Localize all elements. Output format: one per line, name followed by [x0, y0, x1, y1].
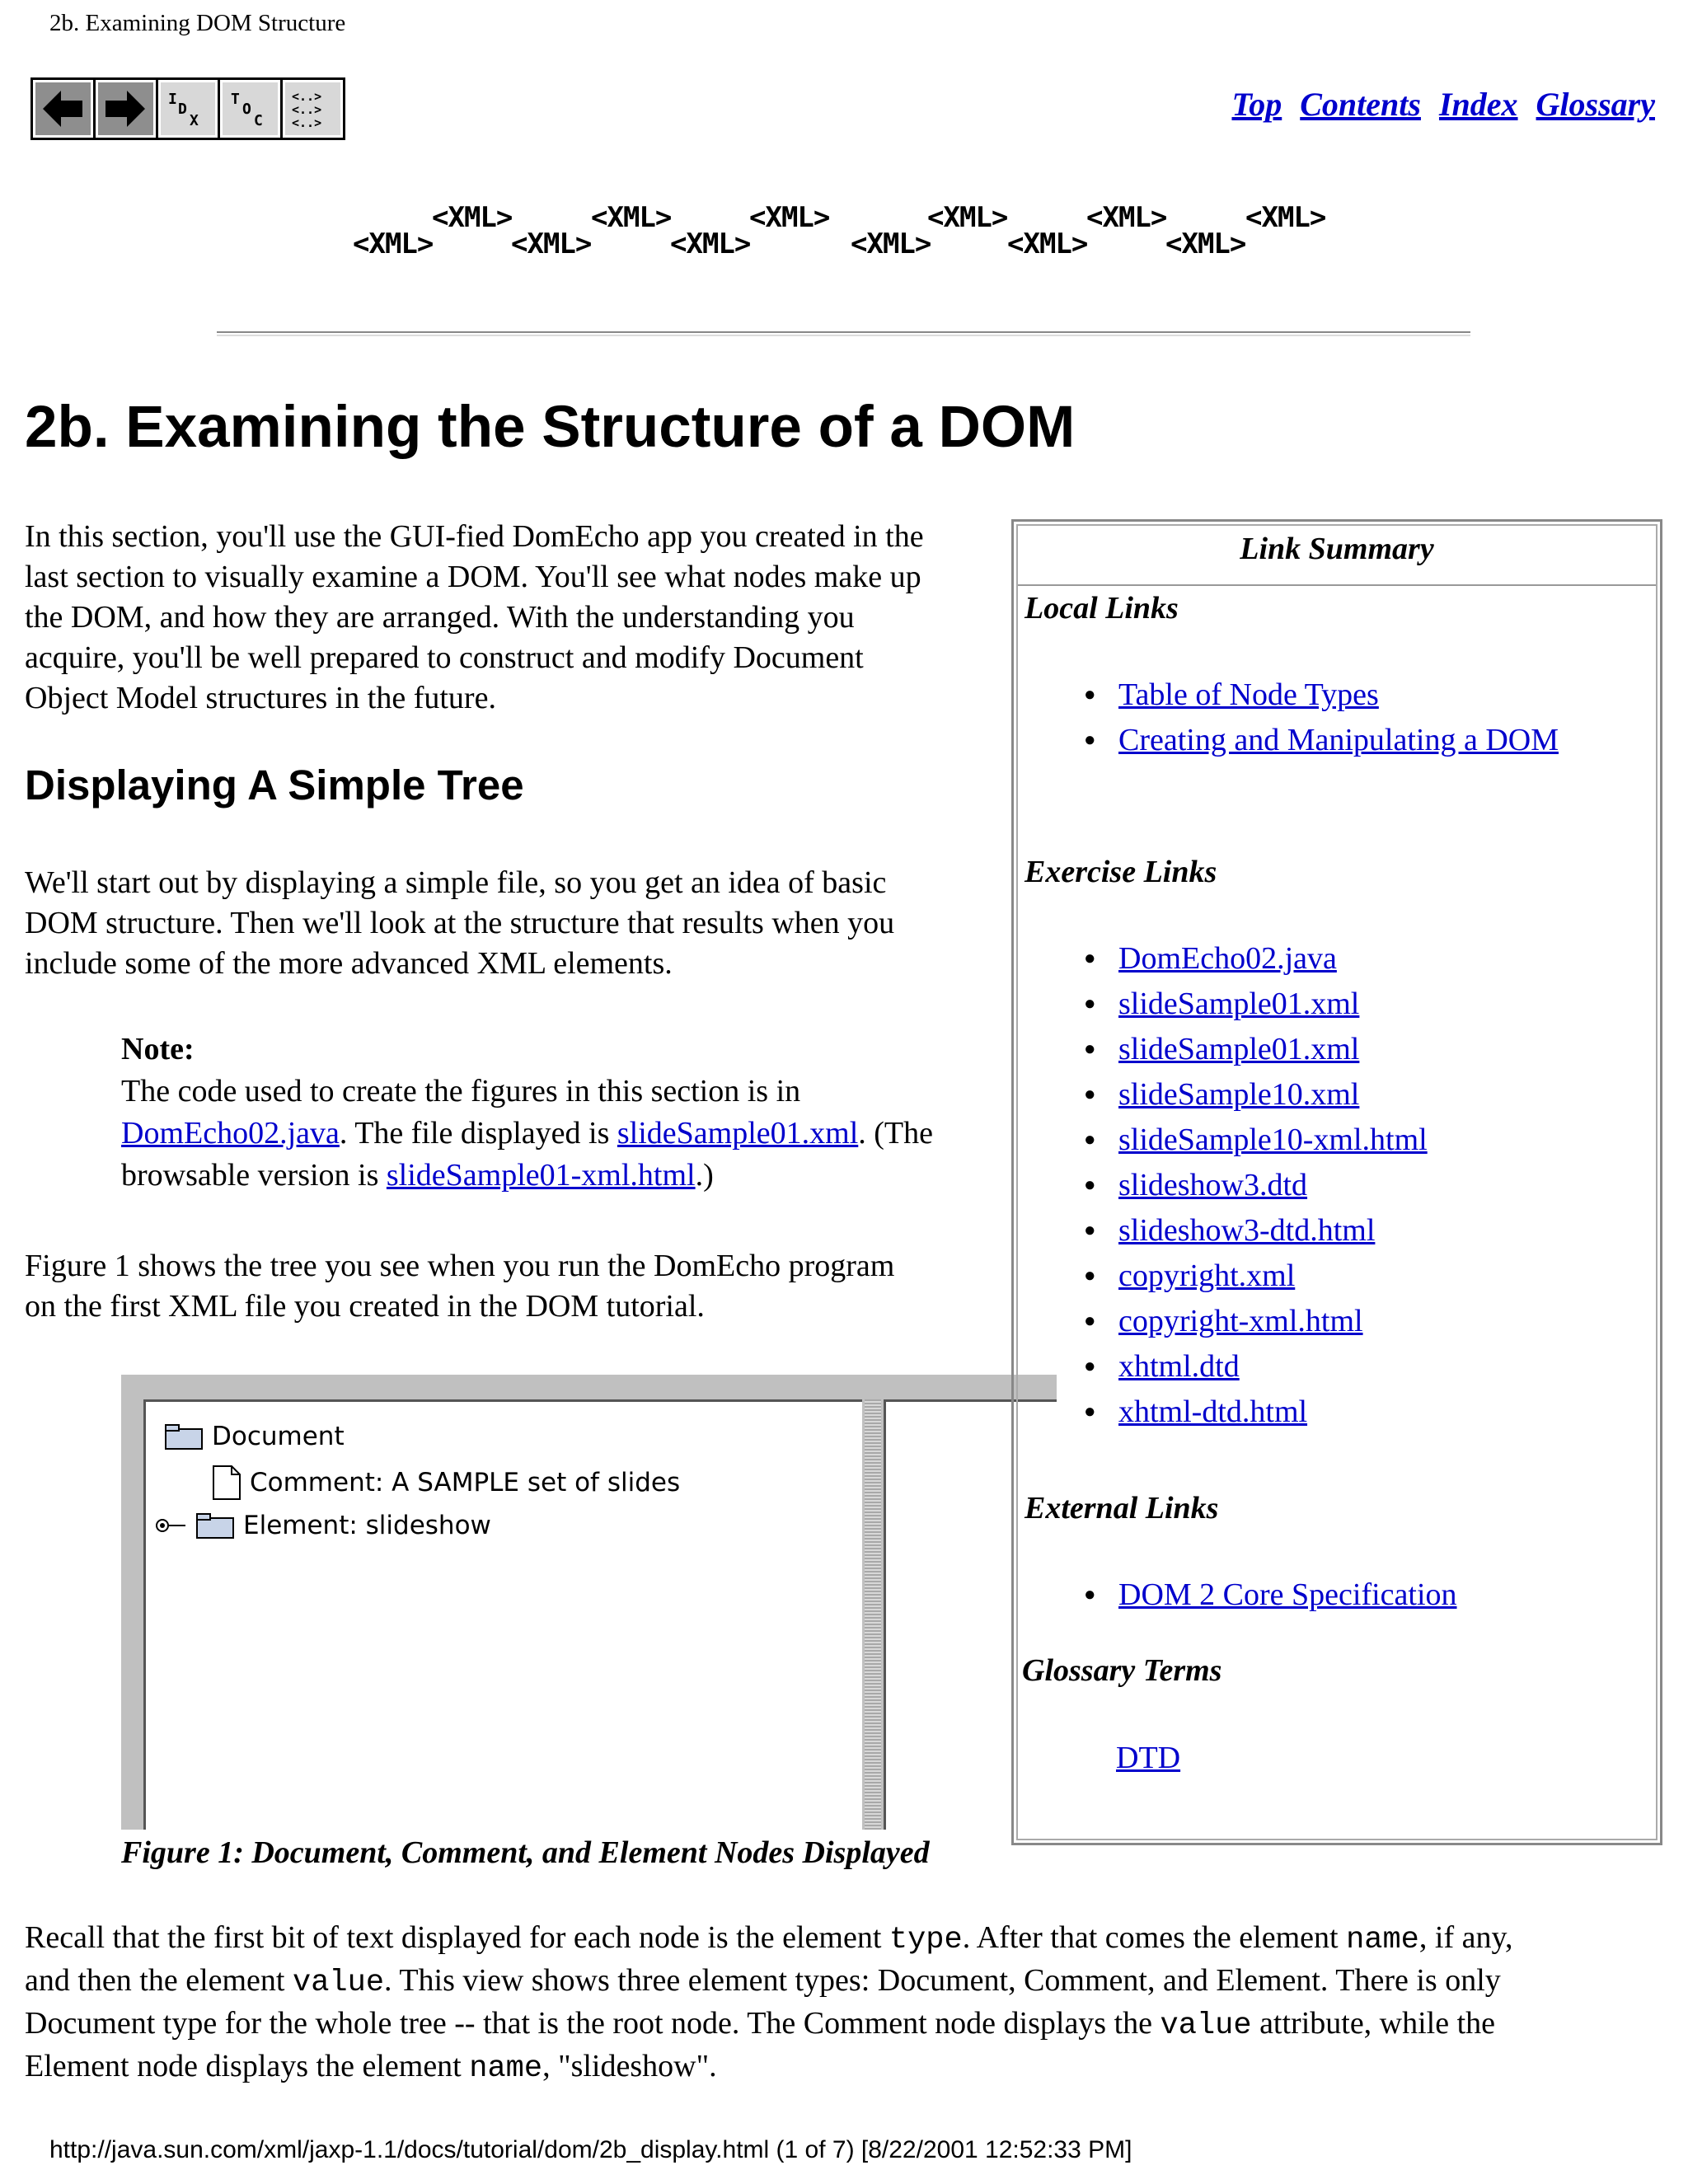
note-line: browsable version is slideSample01-xml.html.)	[121, 1158, 714, 1193]
list-item	[1018, 1208, 1428, 1254]
list-item	[1018, 1390, 1428, 1435]
banner-tag: <XML>	[353, 227, 434, 260]
figure-1-screenshot	[121, 1375, 1057, 1830]
banner-tag: <XML>	[511, 227, 592, 260]
recall-line: and then the element value. This view shows three element types: Document, Comment, and Element. There is only	[25, 1963, 1501, 2000]
banner-tag: <XML>	[591, 201, 672, 234]
local-link[interactable]: Creating and Manipulating a DOM	[1118, 723, 1559, 757]
page-title: 2b. Examining the Structure of a DOM	[25, 395, 1076, 460]
print-footer-url: http://java.sun.com/xml/jaxp-1.1/docs/tutorial/dom/2b_display.html (1 of 7) [8/22/2001 12:52:33 PM]	[49, 2136, 1132, 2163]
note-label: Note:	[121, 1032, 195, 1066]
svg-text:C: C	[253, 112, 263, 129]
glossary-link-dtd[interactable]: DTD	[1116, 1741, 1181, 1775]
split-pane-divider[interactable]	[865, 1399, 881, 1830]
list-item	[1018, 936, 1428, 982]
nav-button-bar	[30, 77, 345, 140]
recall-paragraph	[25, 1918, 1673, 2089]
simple-line: include some of the more advanced XML elements.	[25, 946, 673, 981]
svg-text:<..>: <..>	[291, 102, 321, 117]
code-button[interactable]	[283, 80, 343, 138]
tree-node-document[interactable]: Document	[164, 1422, 345, 1451]
index-button[interactable]	[158, 80, 218, 138]
link-summary-title: Link Summary	[1240, 532, 1434, 566]
banner-tag: <XML>	[1086, 201, 1167, 234]
svg-text:D: D	[177, 101, 187, 118]
external-links-heading: External Links	[1025, 1491, 1219, 1526]
contents-button[interactable]	[220, 80, 280, 138]
expand-handle-icon[interactable]	[154, 1517, 187, 1534]
list-item	[1018, 1118, 1428, 1163]
slidesample01-link[interactable]: slideSample01.xml	[617, 1116, 859, 1151]
local-links-heading: Local Links	[1025, 591, 1179, 626]
list-item	[1018, 718, 1559, 763]
banner-tag: <XML>	[1007, 227, 1088, 260]
intro-line: acquire, you'll be well prepared to construct and modify Document	[25, 640, 864, 675]
link-summary-box	[1011, 519, 1662, 1845]
list-item	[1018, 1344, 1428, 1390]
forward-arrow-icon	[102, 86, 148, 132]
note-line: The code used to create the figures in this section is in	[121, 1074, 801, 1108]
recall-line: Recall that the first bit of text displayed for each node is the element type. After that comes the element name, if any,	[25, 1920, 1513, 1957]
intro-line: Object Model structures in the future.	[25, 681, 496, 715]
local-links-list	[1018, 673, 1559, 763]
banner-tag: <XML>	[432, 201, 513, 234]
banner-tag: <XML>	[749, 201, 830, 234]
banner-tag: <XML>	[927, 201, 1008, 234]
index-icon	[163, 84, 213, 134]
list-item	[1018, 1072, 1428, 1118]
exercise-link[interactable]: slideSample10.xml	[1118, 1077, 1360, 1112]
horizontal-rule	[217, 331, 1470, 336]
simple-line: DOM structure. Then we'll look at the structure that results when you	[25, 906, 895, 940]
list-item	[1018, 1163, 1428, 1208]
slidesample01-html-link[interactable]: slideSample01-xml.html	[386, 1158, 696, 1193]
exercise-link[interactable]: xhtml-dtd.html	[1118, 1394, 1308, 1429]
external-link[interactable]: DOM 2 Core Specification	[1118, 1577, 1457, 1612]
svg-text:I: I	[167, 91, 177, 108]
recall-line: Element node displays the element name, "slideshow".	[25, 2049, 717, 2086]
note-block	[121, 1029, 995, 1197]
list-item	[1015, 1736, 1180, 1781]
exercise-links-heading: Exercise Links	[1025, 855, 1217, 889]
list-item	[1018, 673, 1559, 718]
exercise-link[interactable]: slideshow3-dtd.html	[1118, 1213, 1376, 1248]
back-arrow-icon	[40, 86, 86, 132]
svg-text:O: O	[241, 101, 251, 118]
top-links	[1221, 85, 1655, 124]
list-item	[1018, 982, 1428, 1027]
toc-icon	[226, 84, 275, 134]
glossary-links-list	[1015, 1736, 1180, 1781]
link-summary-divider	[1018, 584, 1656, 586]
figure-intro-paragraph	[25, 1246, 1014, 1327]
svg-text:X: X	[189, 112, 199, 129]
banner-tag: <XML>	[1165, 227, 1246, 260]
figure-intro-line: Figure 1 shows the tree you see when you run the DomEcho program	[25, 1249, 895, 1283]
figure-caption: Figure 1: Document, Comment, and Element Nodes Displayed	[121, 1835, 930, 1870]
exercise-link[interactable]: DomEcho02.java	[1118, 941, 1337, 976]
exercise-link[interactable]: xhtml.dtd	[1118, 1349, 1240, 1384]
external-links-list	[1018, 1572, 1457, 1618]
tree-node-element[interactable]: Element: slideshow	[154, 1511, 491, 1540]
folder-icon	[195, 1511, 235, 1540]
svg-text:T: T	[230, 91, 240, 108]
simple-line: We'll start out by displaying a simple file, so you get an idea of basic	[25, 865, 887, 900]
exercise-links-list	[1018, 936, 1428, 1435]
tree-pane	[143, 1399, 862, 1830]
xml-banner	[346, 198, 1343, 260]
next-page-button[interactable]	[96, 80, 156, 138]
local-link[interactable]: Table of Node Types	[1118, 677, 1379, 712]
banner-tag: <XML>	[851, 227, 931, 260]
exercise-link[interactable]: copyright-xml.html	[1118, 1304, 1363, 1338]
list-item	[1018, 1027, 1428, 1072]
intro-line: last section to visually examine a DOM. You'll see what nodes make up	[25, 560, 921, 594]
index-link[interactable]: Index	[1438, 86, 1518, 123]
intro-line: In this section, you'll use the GUI-fied DomEcho app you created in the	[25, 519, 924, 554]
recall-line: Document type for the whole tree -- that is the root node. The Comment node displays the value attribute, while the	[25, 2006, 1496, 2043]
print-header: 2b. Examining DOM Structure	[49, 10, 346, 36]
exercise-link[interactable]: slideshow3.dtd	[1118, 1168, 1308, 1202]
exercise-link[interactable]: slideSample01.xml	[1118, 1032, 1360, 1066]
document-icon	[212, 1465, 241, 1501]
list-item	[1018, 1572, 1457, 1618]
svg-text:<..>: <..>	[291, 89, 321, 104]
exercise-link[interactable]: slideSample01.xml	[1118, 987, 1360, 1021]
note-line: DomEcho02.java. The file displayed is slideSample01.xml. (The	[121, 1116, 933, 1151]
intro-line: the DOM, and how they are arranged. With the understanding you	[25, 600, 855, 635]
banner-tag: <XML>	[670, 227, 751, 260]
contents-link[interactable]: Contents	[1300, 86, 1421, 123]
figure-intro-line: on the first XML file you created in the DOM tutorial.	[25, 1289, 705, 1324]
exercise-link[interactable]: copyright.xml	[1118, 1258, 1296, 1293]
glossary-link[interactable]: Glossary	[1536, 86, 1655, 123]
list-item	[1018, 1254, 1428, 1299]
exercise-link[interactable]: slideSample10-xml.html	[1118, 1122, 1428, 1157]
glossary-terms-heading-label: Glossary Terms	[1022, 1653, 1222, 1688]
top-link[interactable]: Top	[1231, 86, 1282, 123]
previous-page-button[interactable]	[33, 80, 93, 138]
intro-paragraph	[25, 517, 1014, 719]
domecho02-link[interactable]: DomEcho02.java	[121, 1116, 340, 1151]
simple-tree-paragraph	[25, 863, 1014, 984]
banner-tag: <XML>	[1245, 201, 1326, 234]
tree-node-comment[interactable]: Comment: A SAMPLE set of slides	[212, 1465, 680, 1501]
folder-icon	[164, 1422, 204, 1451]
list-item	[1018, 1299, 1428, 1344]
code-tags-icon	[288, 84, 338, 134]
section-heading: Displaying A Simple Tree	[25, 762, 524, 808]
svg-text:<..>: <..>	[291, 115, 321, 130]
